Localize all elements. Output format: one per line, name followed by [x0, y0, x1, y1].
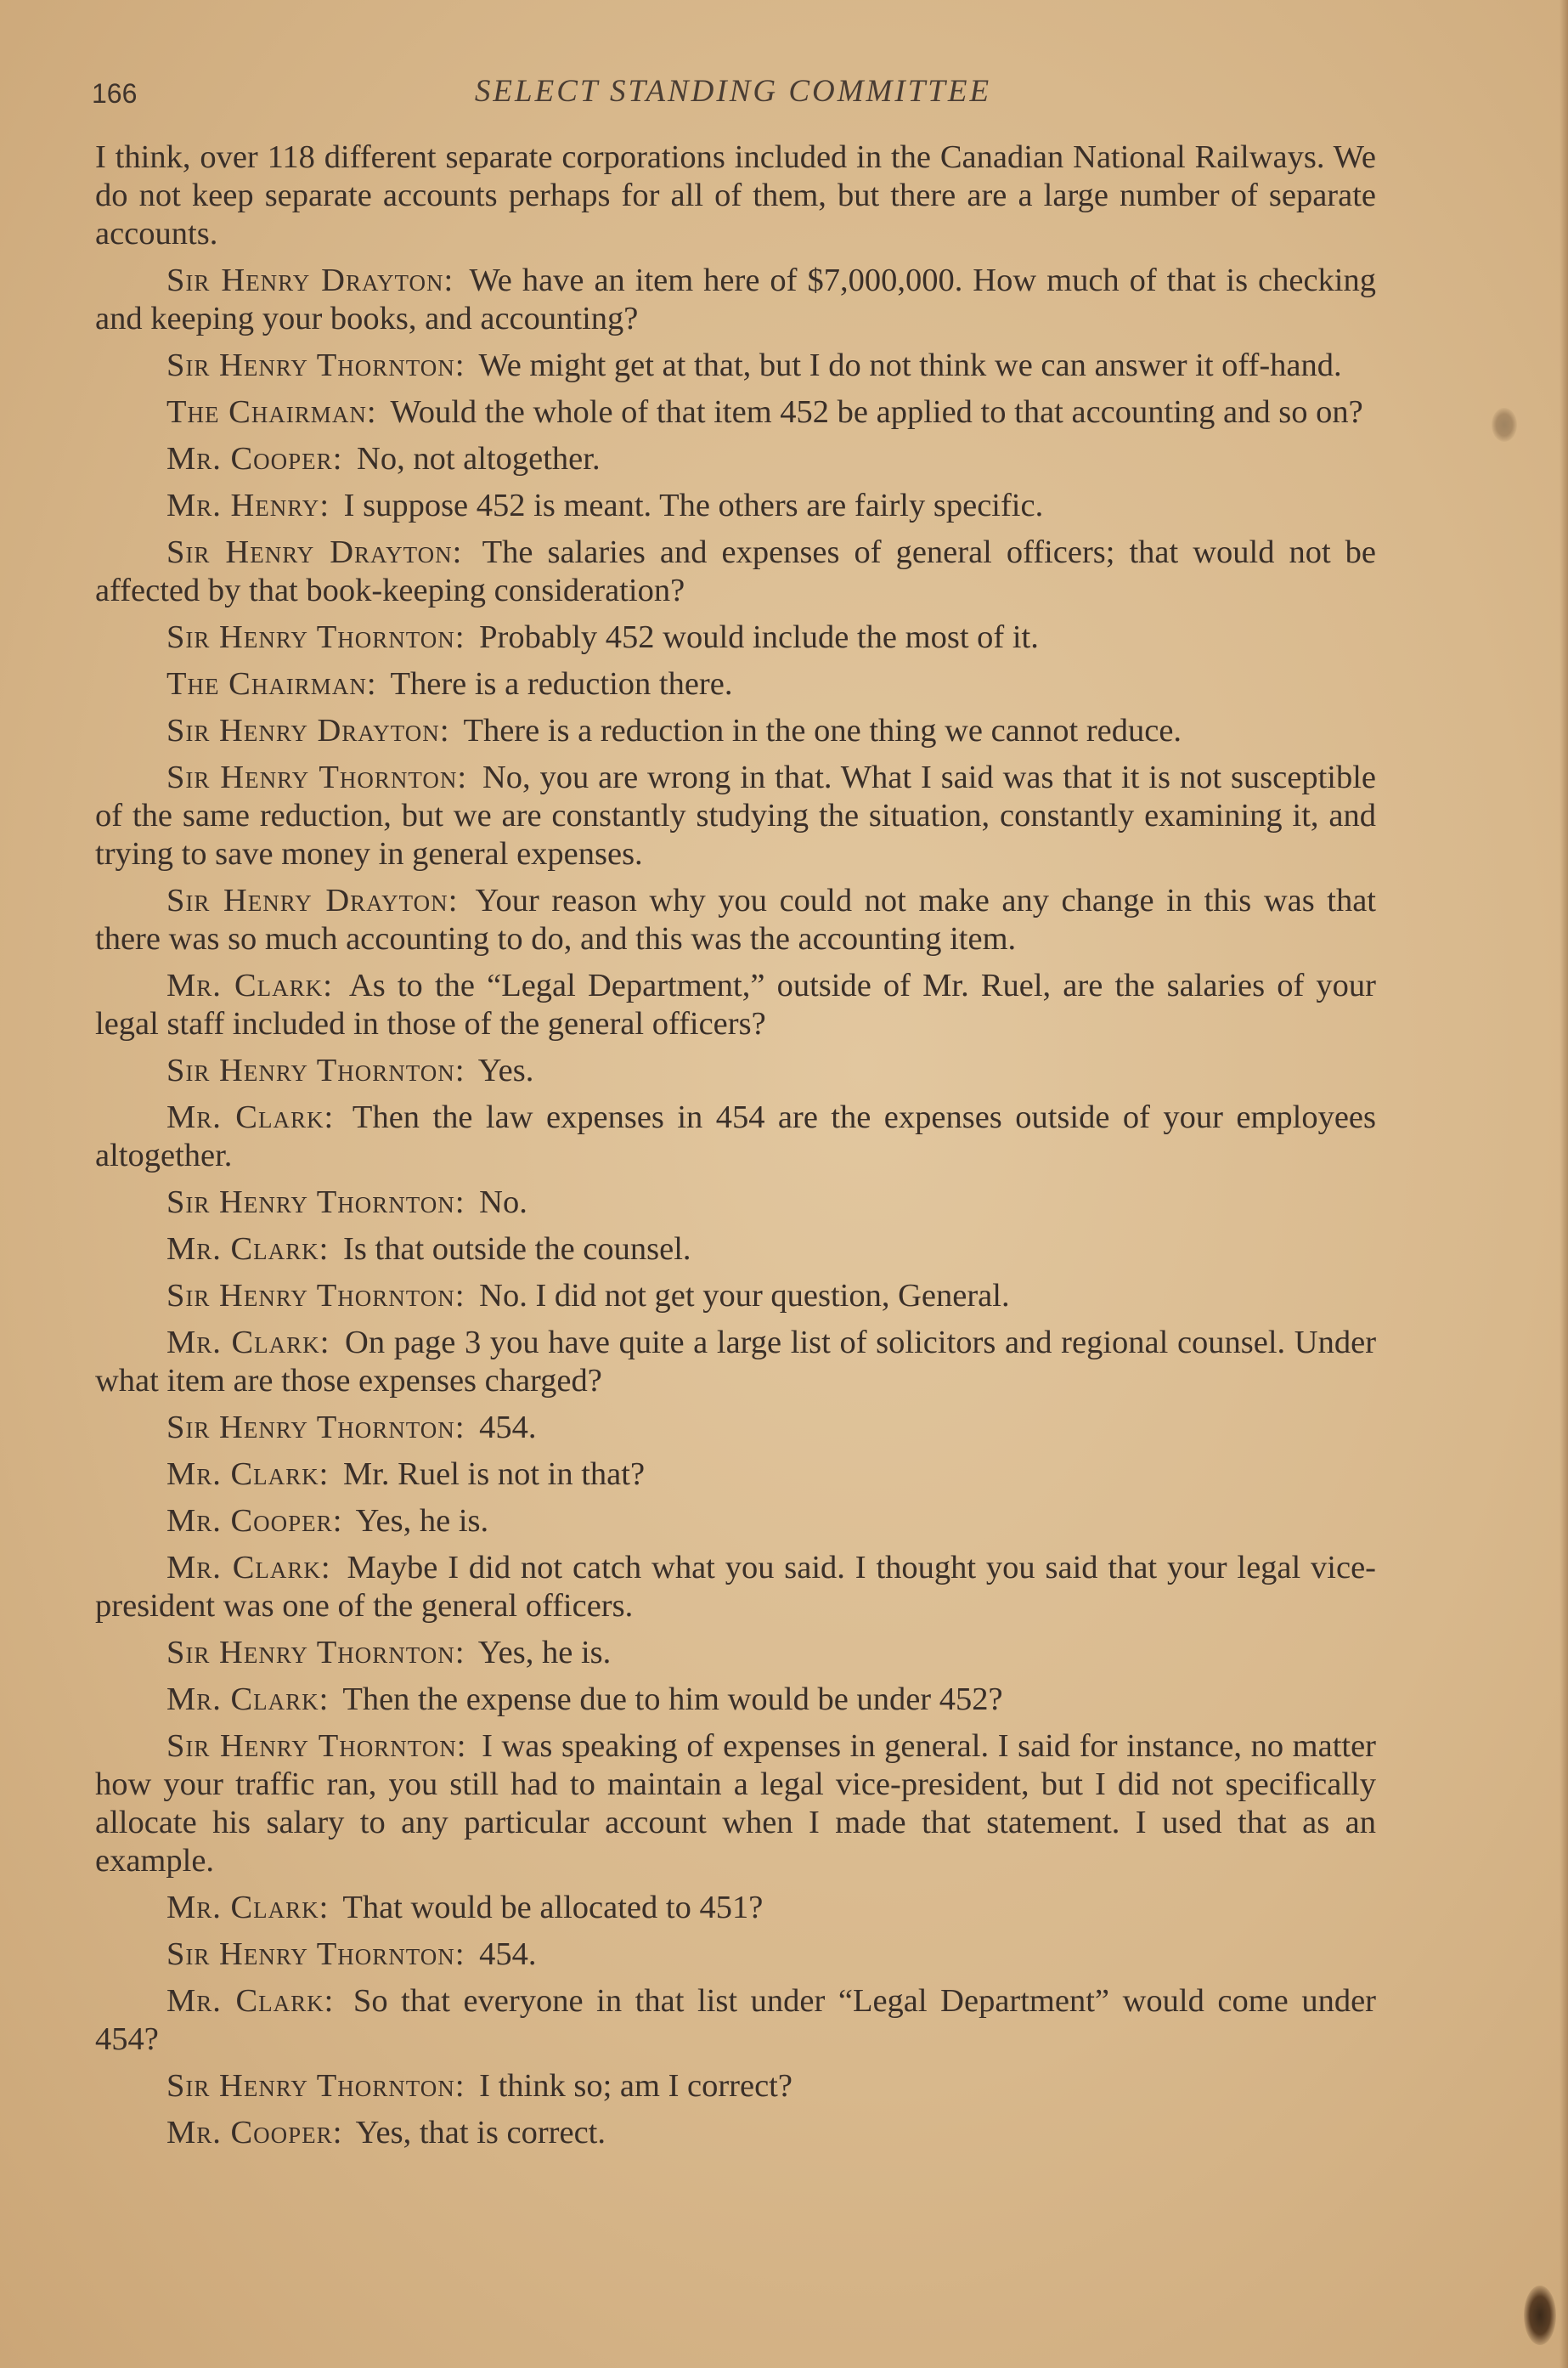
speaker-name: Mr. Cooper	[166, 1503, 333, 1539]
transcript-paragraph: Sir Henry Drayton: Your reason why you could not make any change in this was that there was so much accounting to do, and this was the accounting item.	[95, 883, 1376, 957]
speaker-name: The Chairman	[166, 666, 367, 702]
speech-text: As to the “Legal Department,” outside of Mr. Ruel, are the salaries of your legal staff included in those of the general officers?	[95, 968, 1376, 1042]
speaker-name: Mr. Clark	[166, 1681, 319, 1717]
speaker-name: Mr. Clark	[166, 1983, 324, 2019]
transcript-paragraph: Sir Henry Thornton: 454.	[166, 1936, 537, 1972]
speech-text: No, not altogether.	[357, 441, 601, 477]
speaker-name: Mr. Cooper	[166, 441, 333, 477]
running-head: SELECT STANDING COMMITTEE	[474, 74, 992, 109]
transcript-paragraph: Mr. Clark: Is that outside the counsel.	[166, 1231, 691, 1267]
speaker-name: Mr. Clark	[166, 1231, 319, 1267]
speech-text: There is a reduction there.	[390, 666, 733, 702]
speaker-name: Sir Henry Thornton	[166, 1410, 455, 1445]
speech-text: I think, over 118 different separate corporations included in the Canadian National Railways. We do not keep separate accounts perhaps for all of them, but there are a large number of separate accounts.	[95, 139, 1376, 251]
speech-text: Is that outside the counsel.	[343, 1231, 691, 1267]
speaker-name: Sir Henry Thornton	[166, 760, 458, 795]
speech-text: On page 3 you have quite a large list of solicitors and regional counsel. Under what item are those expenses charged?	[95, 1325, 1377, 1399]
transcript-paragraph: Mr. Clark: So that everyone in that list under “Legal Department” would come under 454?	[95, 1983, 1377, 2057]
speaker-name: Mr. Cooper	[166, 2115, 333, 2150]
speaker-name: Sir Henry Drayton	[166, 263, 444, 298]
transcript-paragraph: Mr. Clark: Then the law expenses in 454 are the expenses outside of your employees altogether.	[95, 1099, 1376, 1173]
speech-text: Your reason why you could not make any change in this was that there was so much accounting to do, and this was the accounting item.	[95, 883, 1376, 957]
speech-text: I suppose 452 is meant. The others are fairly specific.	[343, 488, 1044, 523]
speaker-name: Sir Henry Thornton	[166, 1936, 455, 1972]
transcript-paragraph: Mr. Clark: On page 3 you have quite a large list of solicitors and regional counsel. Under what item are those expenses charged?	[95, 1325, 1377, 1399]
page-number: 166	[92, 78, 138, 109]
speech-text: No, you are wrong in that. What I said was that it is not susceptible of the same reduction, but we are constantly studying the situation, constantly examining it, and trying to save money in general expenses.	[95, 760, 1377, 872]
speech-text: No.	[479, 1184, 527, 1220]
transcript-paragraph: The Chairman: Would the whole of that item 452 be applied to that accounting and so on?	[166, 394, 1363, 430]
transcript-paragraph: Sir Henry Thornton: We might get at that, but I do not think we can answer it off-hand.	[166, 348, 1342, 383]
speaker-name: Mr. Henry	[166, 488, 320, 523]
transcript-paragraph: Sir Henry Thornton: Probably 452 would include the most of it.	[166, 619, 1039, 655]
speech-text: Would the whole of that item 452 be applied to that accounting and so on?	[390, 394, 1363, 430]
speech-text: We have an item here of $7,000,000. How much of that is checking and keeping your books, and accounting?	[95, 263, 1376, 336]
transcript-paragraph: Mr. Clark: Maybe I did not catch what you said. I thought you said that your legal vice-president was one of the general officers.	[95, 1550, 1376, 1624]
speech-text: Then the expense due to him would be under 452?	[342, 1681, 1003, 1717]
speaker-name: Sir Henry Thornton	[166, 2068, 455, 2104]
transcript-paragraph: Mr. Cooper: Yes, that is correct.	[166, 2115, 606, 2150]
transcript-body	[95, 138, 1376, 2161]
transcript-paragraph: Mr. Clark: Mr. Ruel is not in that?	[166, 1456, 646, 1492]
transcript-paragraph: Sir Henry Thornton: Yes.	[166, 1053, 534, 1088]
speaker-name: Mr. Clark	[166, 1456, 319, 1492]
transcript-paragraph: Sir Henry Drayton: We have an item here of $7,000,000. How much of that is checking and keeping your books, and accounting?	[95, 263, 1376, 336]
speaker-name: Sir Henry Thornton	[166, 1184, 455, 1220]
speaker-name: Sir Henry Thornton	[166, 348, 455, 383]
speech-text: Yes, he is.	[355, 1503, 489, 1539]
speaker-name: Mr. Clark	[166, 1325, 320, 1360]
transcript-paragraph: Sir Henry Thornton: Yes, he is.	[166, 1635, 612, 1670]
speech-text: There is a reduction in the one thing we cannot reduce.	[463, 713, 1182, 749]
transcript-paragraph: Mr. Clark: As to the “Legal Department,” outside of Mr. Ruel, are the salaries of your legal staff included in those of the general officers?	[95, 968, 1376, 1042]
speaker-name: Sir Henry Drayton	[166, 883, 448, 918]
transcript-paragraph: Sir Henry Thornton: 454.	[166, 1410, 537, 1445]
speaker-name: Sir Henry Thornton	[166, 1278, 455, 1314]
page-header	[92, 73, 1374, 116]
speech-text: Mr. Ruel is not in that?	[343, 1456, 646, 1492]
transcript-paragraph: Sir Henry Thornton: No, you are wrong in that. What I said was that it is not susceptible of the same reduction, but we are constantly studying the situation, constantly examining it, and trying to save money in general expenses.	[95, 760, 1377, 872]
speaker-name: Mr. Clark	[166, 968, 324, 1003]
speech-text: 454.	[479, 1936, 537, 1972]
speaker-name: Sir Henry Thornton	[166, 1053, 455, 1088]
speech-text: Yes.	[477, 1053, 534, 1088]
transcript-paragraph	[95, 138, 1376, 253]
speaker-name: The Chairman	[166, 394, 367, 430]
speaker-name: Sir Henry Drayton	[166, 534, 453, 570]
page-edge-shadow	[1560, 0, 1568, 2368]
speech-text: Then the law expenses in 454 are the expenses outside of your employees altogether.	[95, 1099, 1376, 1173]
speech-text: We might get at that, but I do not think we can answer it off-hand.	[478, 348, 1342, 383]
speech-text: I was speaking of expenses in general. I said for instance, no matter how your traffic ran, you still had to maintain a legal vice-president, but I did not specifically allocate his salary to any particular account when I made that statement. I used that as an example.	[95, 1728, 1376, 1879]
speech-text: No. I did not get your question, General.	[479, 1278, 1010, 1314]
speech-text: So that everyone in that list under “Legal Department” would come under 454?	[95, 1983, 1377, 2057]
speech-text: Maybe I did not catch what you said. I thought you said that your legal vice-president was one of the general officers.	[95, 1550, 1376, 1624]
speaker-name: Mr. Clark	[166, 1099, 324, 1135]
speech-text: Yes, he is.	[477, 1635, 612, 1670]
transcript-paragraph: The Chairman: There is a reduction there.	[166, 666, 733, 702]
transcript-paragraph: Mr. Clark: Then the expense due to him would be under 452?	[166, 1681, 1003, 1717]
transcript-paragraph: Mr. Henry: I suppose 452 is meant. The others are fairly specific.	[166, 488, 1044, 523]
speech-text: I think so; am I correct?	[479, 2068, 792, 2104]
transcript-paragraph: Sir Henry Thornton: I think so; am I correct?	[166, 2068, 792, 2104]
transcript-paragraph: Sir Henry Drayton: The salaries and expenses of general officers; that would not be affected by that book-keeping consideration?	[95, 534, 1376, 608]
speech-text: Probably 452 would include the most of it.	[479, 619, 1039, 655]
transcript-paragraph: Mr. Clark: That would be allocated to 451?	[166, 1890, 764, 1925]
paper-stain	[1524, 2286, 1556, 2345]
transcript-paragraph: Sir Henry Drayton: There is a reduction in the one thing we cannot reduce.	[166, 713, 1182, 749]
speech-text: The salaries and expenses of general officers; that would not be affected by that book-keeping consideration?	[95, 534, 1376, 608]
paper-stain	[1492, 408, 1517, 442]
speech-text: That would be allocated to 451?	[342, 1890, 764, 1925]
speaker-name: Mr. Clark	[166, 1550, 321, 1585]
transcript-paragraph: Mr. Cooper: Yes, he is.	[166, 1503, 489, 1539]
transcript-paragraph: Sir Henry Thornton: No.	[166, 1184, 527, 1220]
transcript-paragraph: Mr. Cooper: No, not altogether.	[166, 441, 601, 477]
speaker-name: Sir Henry Thornton	[166, 619, 455, 655]
speaker-name: Sir Henry Thornton	[166, 1635, 455, 1670]
transcript-paragraph: Sir Henry Thornton: I was speaking of expenses in general. I said for instance, no matter how your traffic ran, you still had to maintain a legal vice-president, but I did not specifically allocate his salary to any particular account when I made that statement. I used that as an example.	[95, 1728, 1376, 1879]
speech-text: 454.	[479, 1410, 537, 1445]
speaker-name: Sir Henry Drayton	[166, 713, 440, 749]
speaker-name: Sir Henry Thornton	[166, 1728, 457, 1764]
speech-text: Yes, that is correct.	[355, 2115, 606, 2150]
transcript-paragraph: Sir Henry Thornton: No. I did not get your question, General.	[166, 1278, 1010, 1314]
speaker-name: Mr. Clark	[166, 1890, 319, 1925]
